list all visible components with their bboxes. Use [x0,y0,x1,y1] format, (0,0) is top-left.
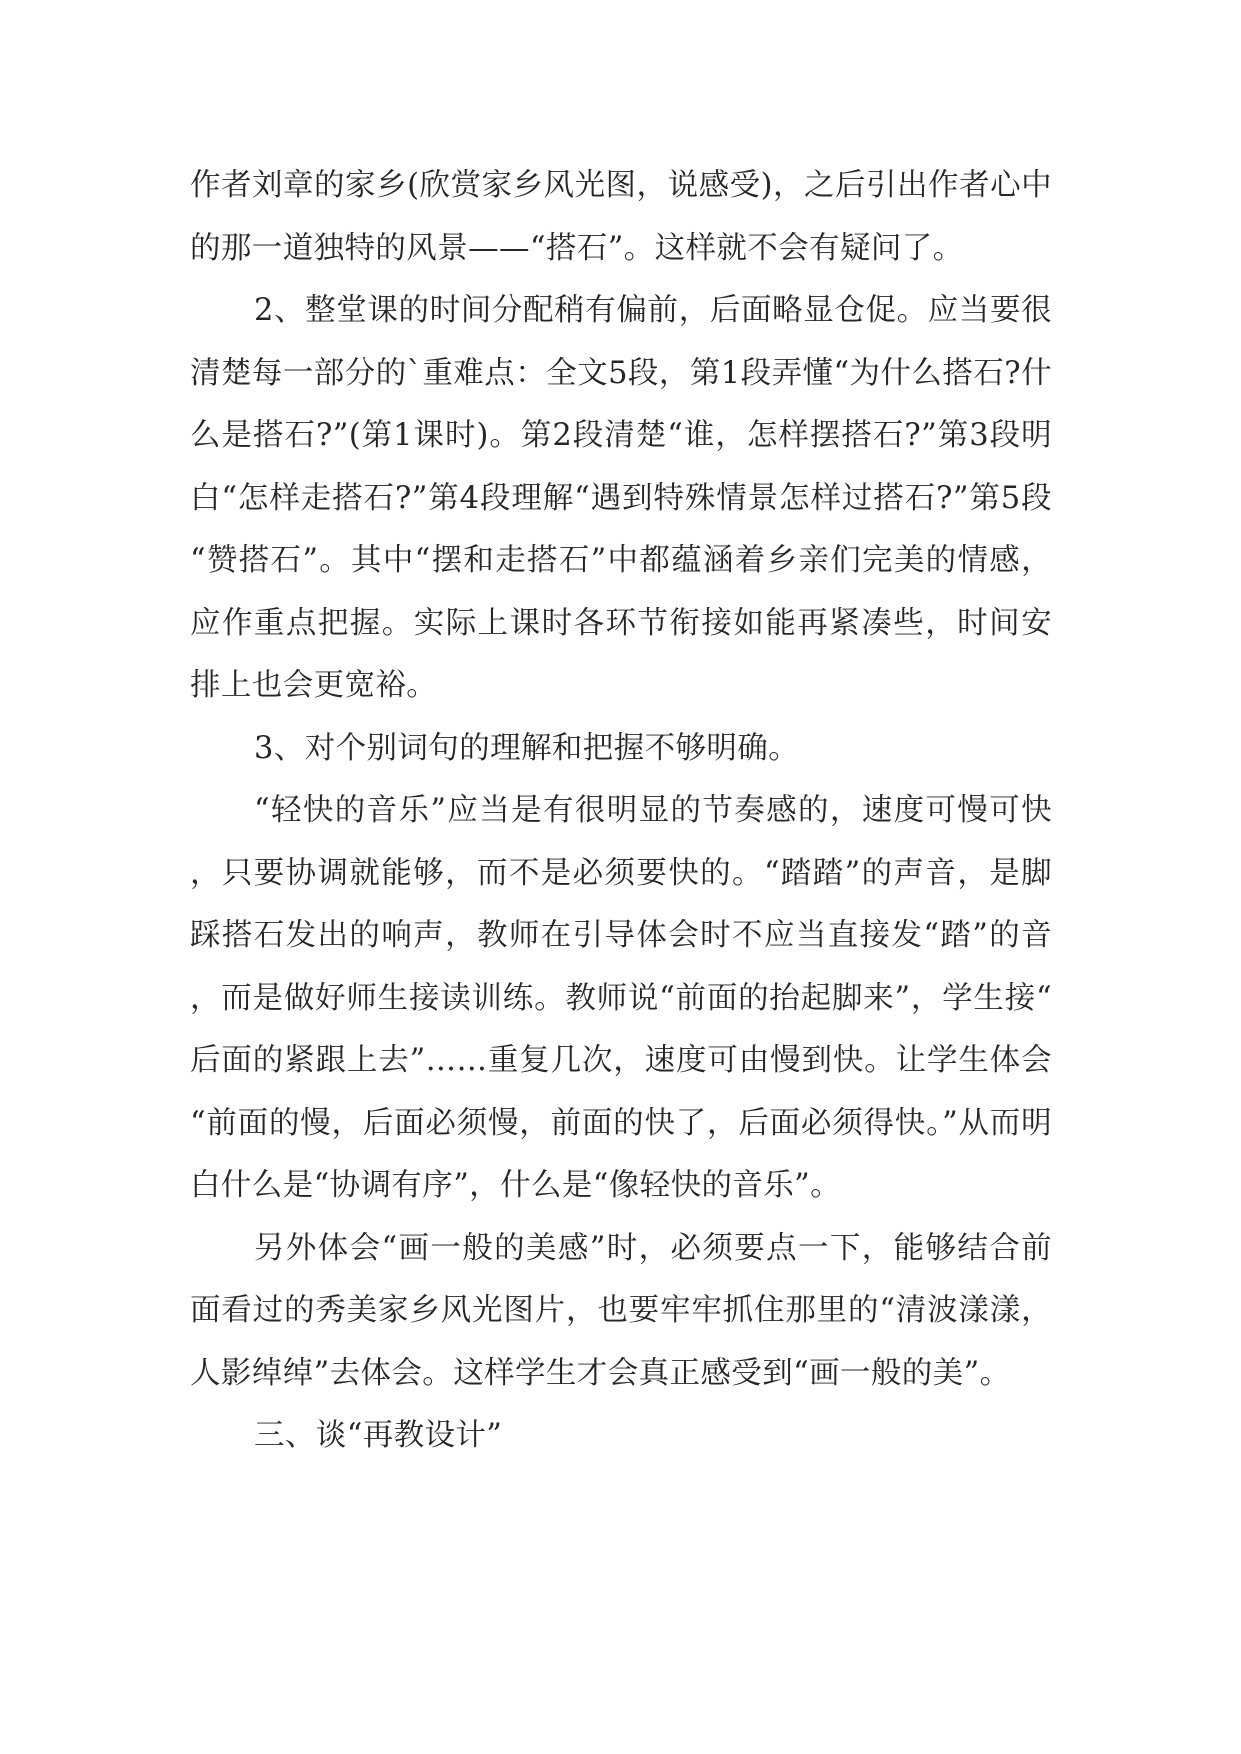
paragraph-intro-continuation: 作者刘章的家乡(欣赏家乡风光图，说感受)，之后引出作者心中的那一道独特的风景——“搭石”。这样就不会有疑问了。 [190,168,1052,266]
paragraph-word-understanding: 3、对个别词句的理解和把握不够明确。 [254,730,800,766]
paragraph-light-music: “轻快的音乐”应当是有很明显的节奏感的，速度可慢可快，只要协调就能够，而不是必须要快的。“踏踏”的声音，是脚踩搭石发出的响声，教师在引导体会时不应当直接发“踏”的音，而是做好师生接读训练。教师说“前面的抬起脚来”，学生接“后面的紧跟上去”……重复几次，速度可由慢到快。让学生体会“前面的慢，后面必须慢，前面的快了，后面必须得快。”从而明白什么是“协调有序”，什么是“像轻快的音乐”。 [190,793,1052,1203]
section-heading-redesign: 三、谈“再教设计” [254,1418,503,1453]
paragraph-picture-beauty: 另外体会“画一般的美感”时，必须要点一下，能够结合前面看过的秀美家乡风光图片，也要牢牢抓住那里的“清波漾漾，人影绰绰”去体会。这样学生才会真正感受到“画一般的美”。 [190,1230,1052,1391]
paragraph-time-allocation: 2、整堂课的时间分配稍有偏前，后面略显仓促。应当要很清楚每一部分的`重难点：全文5段，第1段弄懂“为什么搭石?什么是搭石?”(第1课时)。第2段清楚“谁，怎样摆搭石?”第3段明白“怎样走搭石?”第4段理解“遇到特殊情景怎样过搭石?”第5段“赞搭石”。其中“摆和走搭石”中都蕴涵着乡亲们完美的情感，应作重点把握。实际上课时各环节衔接如能再紧凑些，时间安排上也会更宽裕。 [190,293,1052,703]
document-body [190,155,1052,1468]
